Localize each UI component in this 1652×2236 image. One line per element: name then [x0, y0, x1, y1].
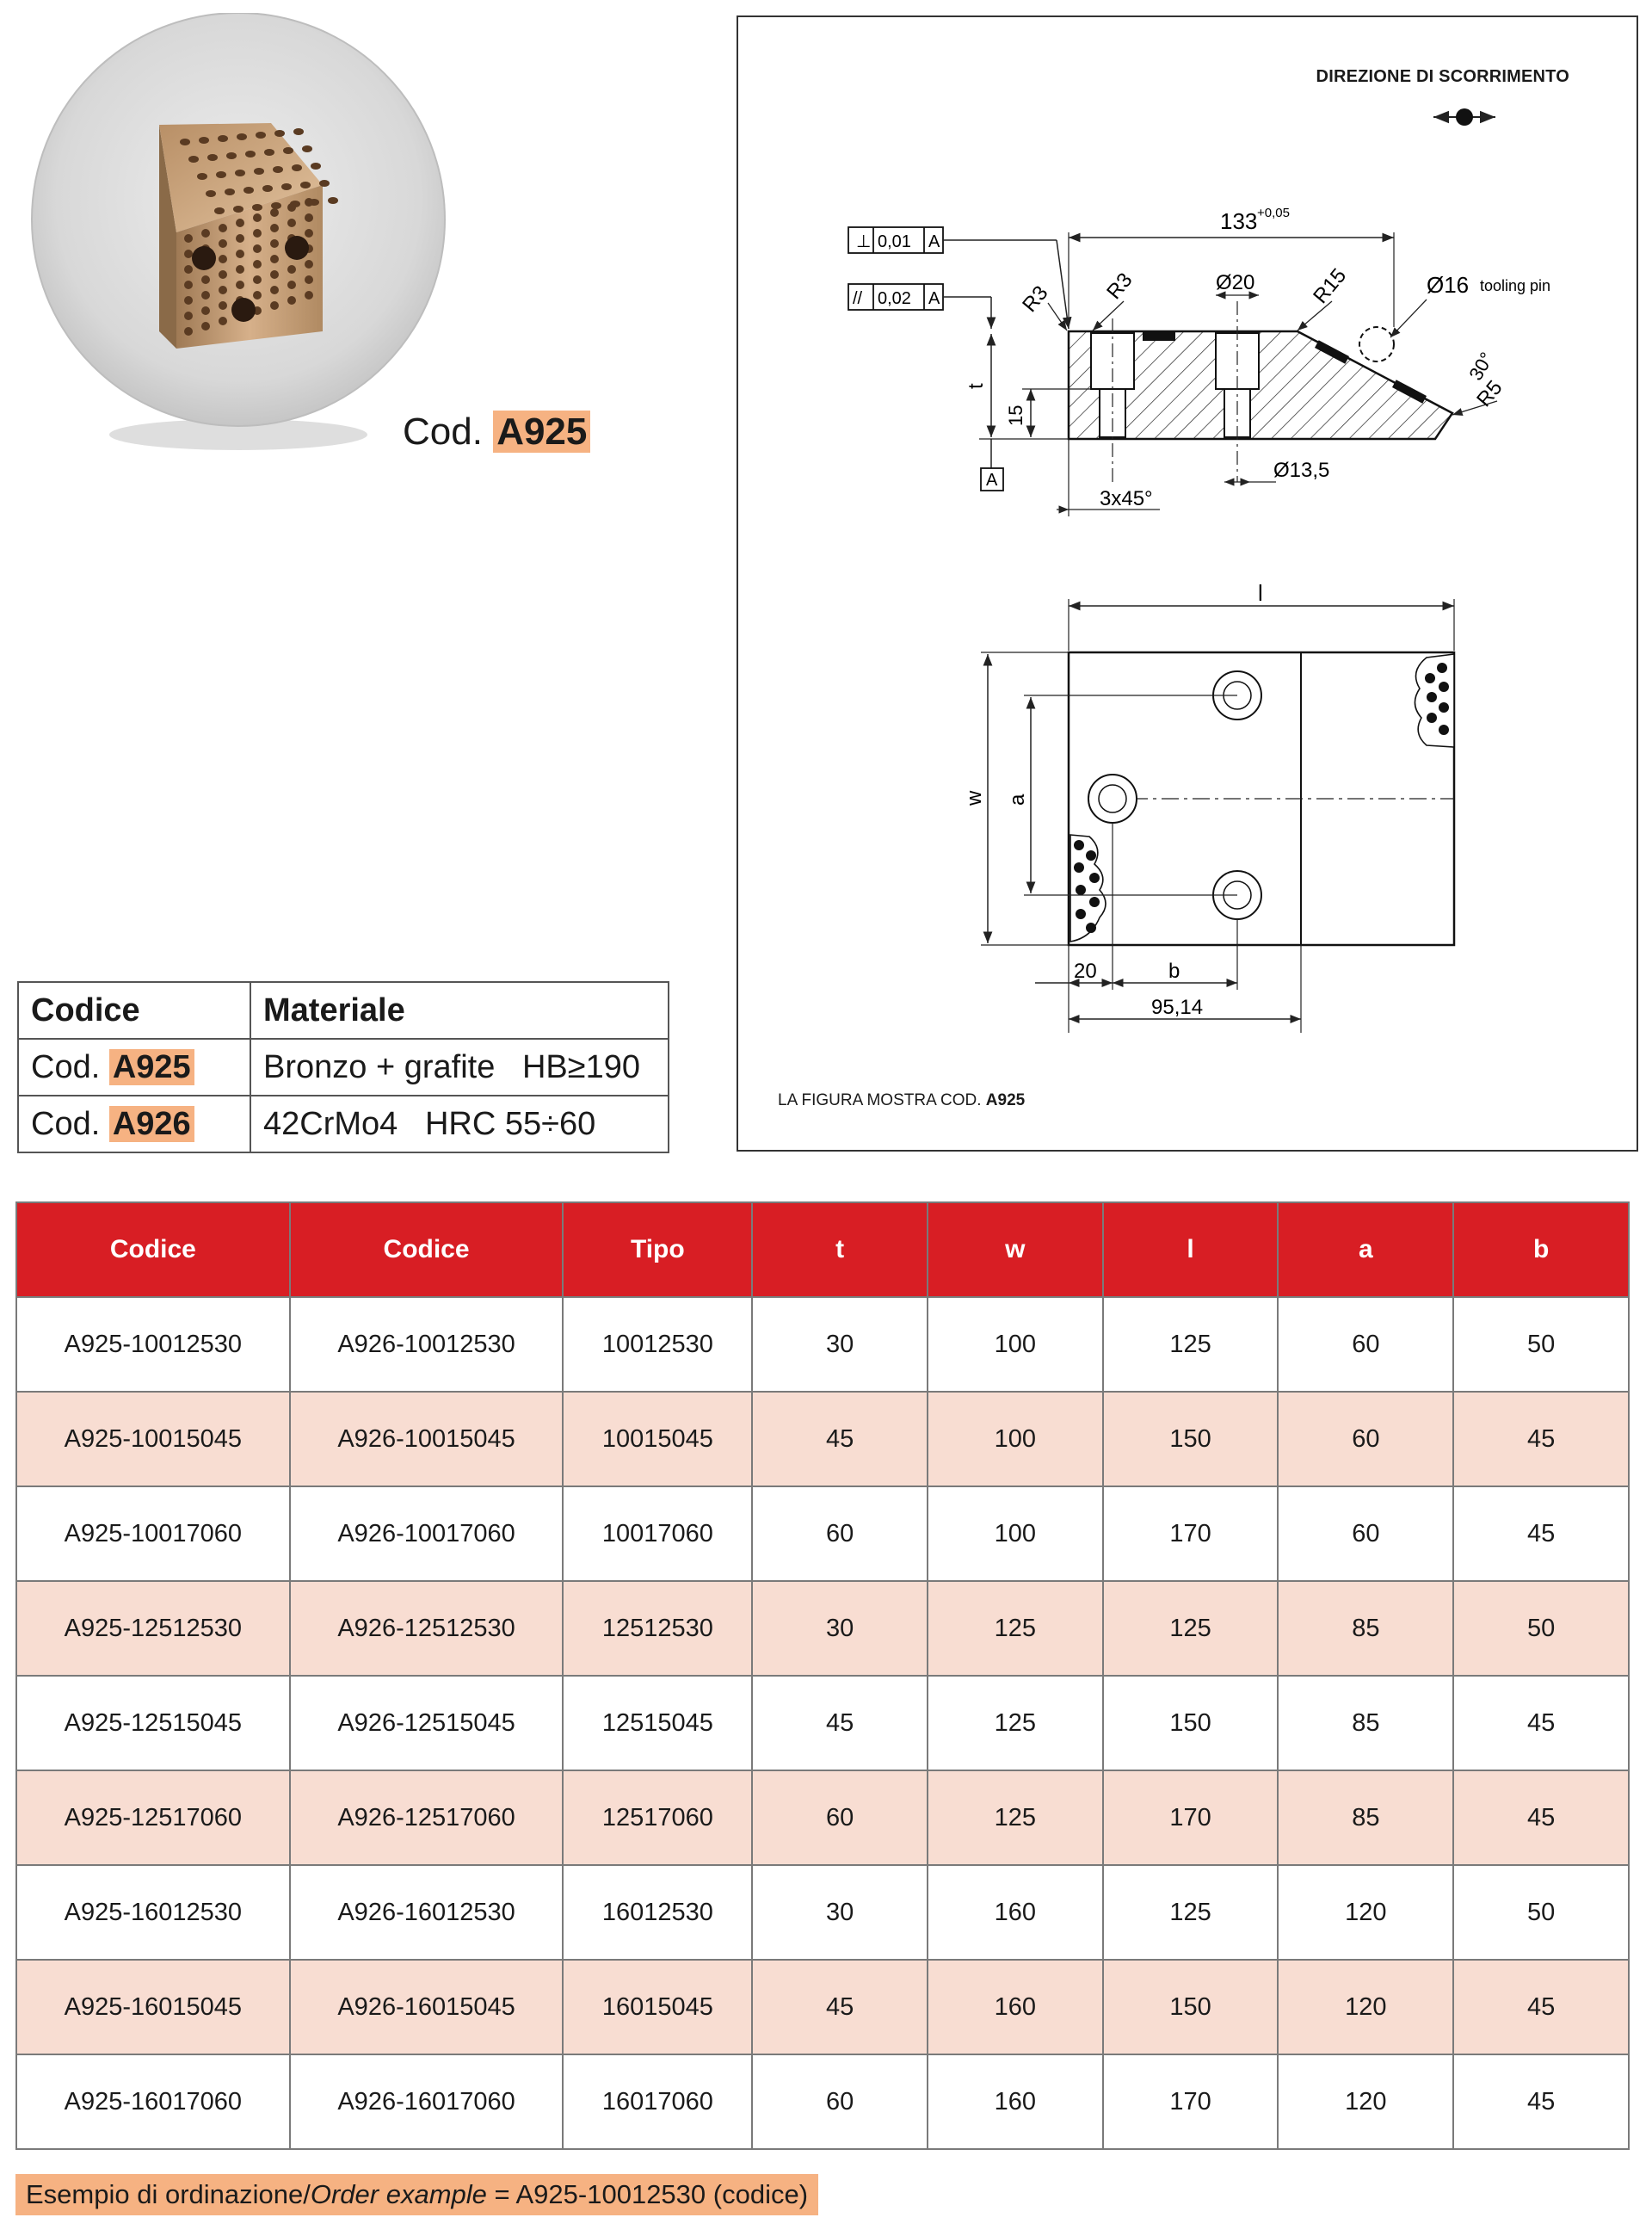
product-photo [13, 13, 607, 460]
table-header-row [16, 1202, 1629, 1297]
table-cell: 60 [1278, 1392, 1453, 1486]
table-cell: 10012530 [563, 1297, 752, 1392]
table-row [16, 1960, 1629, 2054]
dim-95-14: 95,14 [1151, 996, 1204, 1019]
dia-20: Ø20 [1216, 271, 1255, 294]
table-cell: 60 [752, 1770, 928, 1865]
cod-value: A925 [109, 1049, 194, 1085]
table-cell: 45 [1453, 1960, 1629, 2054]
table-cell: 60 [1278, 1297, 1453, 1392]
order-example-suffix: = A925-10012530 (codice) [486, 2179, 809, 2209]
table-cell: 45 [1453, 1676, 1629, 1770]
material-table [17, 981, 669, 1153]
table-cell: 150 [1103, 1960, 1279, 2054]
table-cell: A925-16012530 [16, 1865, 290, 1960]
table-row [16, 2054, 1629, 2149]
table-cell: 100 [928, 1297, 1103, 1392]
material-cell: 42CrMo4 HRC 55÷60 [250, 1096, 669, 1152]
table-cell: 45 [752, 1960, 928, 2054]
table-cell: A926-10012530 [290, 1297, 564, 1392]
dim-t: t [965, 383, 988, 389]
table-cell: A925-12515045 [16, 1676, 290, 1770]
table-cell: 45 [752, 1392, 928, 1486]
table-cell: A925-10017060 [16, 1486, 290, 1581]
header-codice-a925: Codice [16, 1202, 290, 1297]
table-cell: 30 [752, 1865, 928, 1960]
table-row [16, 1392, 1629, 1486]
angle-30: 30° [1464, 348, 1498, 385]
table-row [16, 1770, 1629, 1865]
header-codice: Codice [18, 982, 250, 1039]
table-cell: 120 [1278, 2054, 1453, 2149]
dimensions-table [15, 1201, 1630, 2150]
svg-text:A: A [928, 232, 940, 251]
material-row [18, 1096, 669, 1152]
table-cell: 85 [1278, 1770, 1453, 1865]
material-code-cell [18, 1096, 250, 1152]
header-w: w [928, 1202, 1103, 1297]
header-codice-a926: Codice [290, 1202, 564, 1297]
radius-r3-right: R3 [1102, 269, 1137, 304]
dim-133-tol: +0,05 [1257, 206, 1290, 220]
table-cell: 100 [928, 1486, 1103, 1581]
direction-arrow-icon [1433, 108, 1495, 126]
table-cell: A925-10015045 [16, 1392, 290, 1486]
table-cell: A926-16012530 [290, 1865, 564, 1960]
table-row [16, 1486, 1629, 1581]
table-cell: 125 [1103, 1865, 1279, 1960]
table-cell: 160 [928, 2054, 1103, 2149]
tolerance-parallelism [848, 284, 991, 329]
dim-15: 15 [1005, 405, 1026, 426]
dim-b: b [1168, 960, 1180, 983]
cod-value: A926 [109, 1106, 194, 1142]
svg-text://: // [853, 289, 863, 308]
table-cell: 150 [1103, 1676, 1279, 1770]
order-example [15, 2174, 818, 2215]
table-row [16, 1581, 1629, 1676]
material-header-row [18, 982, 669, 1039]
header-l: l [1103, 1202, 1279, 1297]
order-example-prefix: Esempio di ordinazione/ [26, 2179, 311, 2209]
header-b: b [1453, 1202, 1629, 1297]
table-cell: A926-10017060 [290, 1486, 564, 1581]
table-cell: 10015045 [563, 1392, 752, 1486]
table-cell: A926-12517060 [290, 1770, 564, 1865]
dia-13-5: Ø13,5 [1273, 459, 1330, 482]
table-cell: A925-12512530 [16, 1581, 290, 1676]
technical-drawing [737, 15, 1638, 1152]
header-t: t [752, 1202, 928, 1297]
table-cell: 30 [752, 1581, 928, 1676]
header-tipo: Tipo [563, 1202, 752, 1297]
dim-w: w [963, 790, 986, 806]
table-cell: 85 [1278, 1581, 1453, 1676]
table-row [16, 1865, 1629, 1960]
table-row [16, 1297, 1629, 1392]
table-cell: 16017060 [563, 2054, 752, 2149]
table-cell: 60 [1278, 1486, 1453, 1581]
svg-text:A: A [928, 289, 940, 308]
product-code-label [403, 411, 590, 454]
table-cell: 45 [1453, 1770, 1629, 1865]
table-cell: 160 [928, 1865, 1103, 1960]
material-code-cell [18, 1039, 250, 1096]
table-cell: 10017060 [563, 1486, 752, 1581]
table-cell: 125 [928, 1770, 1103, 1865]
section-view [1069, 301, 1452, 482]
table-cell: 170 [1103, 1486, 1279, 1581]
radius-r3-left: R3 [1018, 281, 1053, 317]
table-cell: A926-10015045 [290, 1392, 564, 1486]
material-cell: Bronzo + grafite HB≥190 [250, 1039, 669, 1096]
dim-133: 133 [1220, 208, 1258, 234]
figure-note-text: LA FIGURA MOSTRA COD. [778, 1091, 982, 1109]
plan-view [1069, 652, 1454, 945]
datum-a: A [986, 471, 998, 490]
dim-l: l [1258, 580, 1263, 606]
figure-note [778, 1091, 1025, 1110]
table-cell: 12515045 [563, 1676, 752, 1770]
svg-text:0,01: 0,01 [878, 232, 911, 251]
table-cell: A925-10012530 [16, 1297, 290, 1392]
table-cell: 120 [1278, 1960, 1453, 2054]
table-cell: 12517060 [563, 1770, 752, 1865]
table-cell: 45 [752, 1676, 928, 1770]
table-cell: 16015045 [563, 1960, 752, 2054]
table-cell: 125 [928, 1676, 1103, 1770]
radius-r5: R5 [1472, 376, 1507, 411]
cod-prefix: Cod. [31, 1048, 101, 1085]
table-cell: 50 [1453, 1865, 1629, 1960]
header-materiale: Materiale [250, 982, 669, 1039]
table-cell: 150 [1103, 1392, 1279, 1486]
table-cell: 45 [1453, 1486, 1629, 1581]
radius-r15: R15 [1309, 263, 1352, 308]
table-cell: 170 [1103, 2054, 1279, 2149]
table-cell: 50 [1453, 1297, 1629, 1392]
table-cell: 60 [752, 1486, 928, 1581]
cod-value: A925 [493, 411, 590, 453]
tooling-pin-label: tooling pin [1480, 277, 1551, 294]
table-cell: 16012530 [563, 1865, 752, 1960]
table-cell: 45 [1453, 1392, 1629, 1486]
table-cell: A926-12512530 [290, 1581, 564, 1676]
material-row [18, 1039, 669, 1096]
table-cell: 60 [752, 2054, 928, 2149]
dim-a: a [1006, 794, 1029, 806]
table-cell: 100 [928, 1392, 1103, 1486]
svg-text:⊥: ⊥ [856, 232, 872, 251]
header-a: a [1278, 1202, 1453, 1297]
table-cell: A925-16017060 [16, 2054, 290, 2149]
table-cell: 125 [928, 1581, 1103, 1676]
table-cell: 45 [1453, 2054, 1629, 2149]
table-cell: A926-12515045 [290, 1676, 564, 1770]
table-cell: 30 [752, 1297, 928, 1392]
direction-label: DIREZIONE DI SCORRIMENTO [1316, 67, 1569, 86]
dim-20: 20 [1074, 960, 1097, 983]
table-cell: 160 [928, 1960, 1103, 2054]
table-cell: 50 [1453, 1581, 1629, 1676]
table-cell: 125 [1103, 1581, 1279, 1676]
cod-prefix: Cod. [403, 411, 483, 453]
table-cell: A926-16015045 [290, 1960, 564, 2054]
table-row [16, 1676, 1629, 1770]
table-cell: 125 [1103, 1297, 1279, 1392]
figure-note-code: A925 [985, 1091, 1026, 1109]
table-cell: A925-12517060 [16, 1770, 290, 1865]
dia-16: Ø16 [1427, 272, 1470, 298]
table-cell: 120 [1278, 1865, 1453, 1960]
table-cell: 170 [1103, 1770, 1279, 1865]
cod-prefix: Cod. [31, 1105, 101, 1142]
table-cell: A926-16017060 [290, 2054, 564, 2149]
chamfer-label: 3x45° [1100, 487, 1153, 510]
table-cell: 85 [1278, 1676, 1453, 1770]
table-cell: A925-16015045 [16, 1960, 290, 2054]
order-example-italic: Order example [310, 2179, 487, 2209]
svg-text:0,02: 0,02 [878, 289, 911, 308]
table-cell: 12512530 [563, 1581, 752, 1676]
